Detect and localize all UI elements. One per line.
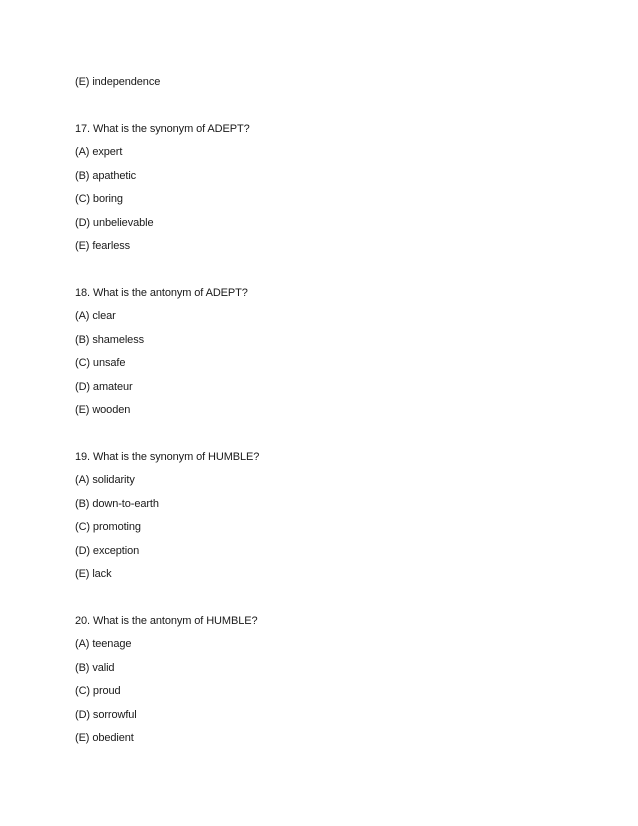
answer-option: (A) clear: [75, 310, 116, 322]
answer-option: (C) proud: [75, 685, 121, 697]
question-17: 17. What is the synonym of ADEPT?: [75, 123, 250, 135]
answer-option: (B) down-to-earth: [75, 498, 159, 510]
answer-option: (D) exception: [75, 545, 140, 557]
answer-option: (E) lack: [75, 568, 112, 580]
answer-option: (E) fearless: [75, 240, 131, 252]
answer-option: (E) wooden: [75, 404, 131, 416]
answer-option: (E) obedient: [75, 732, 134, 744]
answer-option: (A) expert: [75, 146, 123, 158]
answer-option: (C) unsafe: [75, 357, 126, 369]
answer-option: (B) valid: [75, 662, 115, 674]
answer-option: (A) teenage: [75, 638, 132, 650]
answer-option: (C) promoting: [75, 521, 141, 533]
answer-option: (D) amateur: [75, 381, 133, 393]
answer-option: (A) solidarity: [75, 474, 135, 486]
answer-option: (D) unbelievable: [75, 217, 154, 229]
answer-option: (B) apathetic: [75, 170, 137, 182]
question-19: 19. What is the synonym of HUMBLE?: [75, 451, 260, 463]
question-20: 20. What is the antonym of HUMBLE?: [75, 615, 258, 627]
answer-option: (D) sorrowful: [75, 709, 137, 721]
answer-option: (C) boring: [75, 193, 123, 205]
question-18: 18. What is the antonym of ADEPT?: [75, 287, 248, 299]
answer-option: (B) shameless: [75, 334, 144, 346]
answer-option: (E) independence: [75, 76, 161, 88]
